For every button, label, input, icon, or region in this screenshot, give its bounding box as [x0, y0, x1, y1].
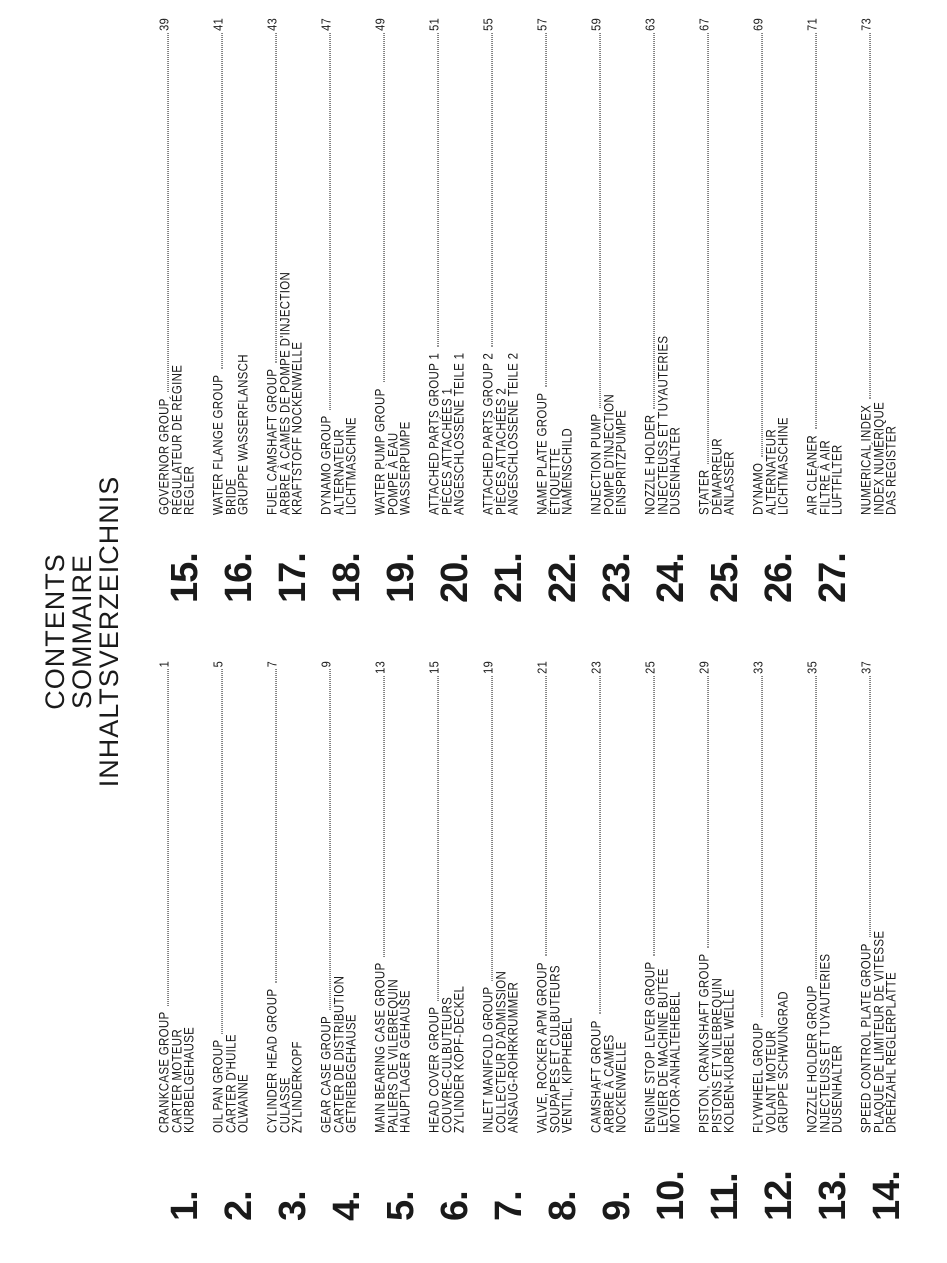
contents-entry[interactable]	[320, 661, 374, 1221]
title-de: NAMENSCHILD	[561, 427, 576, 515]
section-number: 18.	[326, 553, 368, 603]
title-de: ANGESCHLOSSENE TEILE 1	[453, 352, 468, 515]
title-text: CAMSHAFT GROUP	[590, 1020, 605, 1133]
title-text: GEAR CASE GROUP	[320, 1016, 335, 1133]
title-english: CONTENTS	[40, 553, 70, 710]
section-number: 20.	[434, 553, 476, 603]
title-text: DYNAMO GROUP	[320, 415, 335, 515]
section-number: 19.	[380, 553, 422, 603]
title-german: INHALTSVERZEICHNIS	[94, 475, 124, 788]
title-de: LICHTMASCHINE	[777, 417, 792, 515]
title-fr: CARTER DE DISTRIBUTION	[332, 975, 347, 1133]
title-text: STATER	[698, 469, 713, 515]
section-number: 5.	[380, 1191, 422, 1221]
title-text: FUEL CAMSHAFT GROUP	[266, 368, 281, 515]
title-fr: DÉMARREUR	[710, 438, 725, 515]
contents-entry[interactable]	[806, 661, 860, 1221]
title-fr: COUVRE-CULBUTEURS	[440, 996, 455, 1133]
section-titles	[806, 18, 844, 515]
title-text: PISTON, CRANKSHAFT GROUP	[698, 953, 713, 1133]
contents-entry[interactable]	[752, 661, 806, 1221]
page-number: 71	[806, 18, 821, 31]
section-number: 13.	[812, 1171, 854, 1221]
title-de: REGLER	[183, 465, 198, 515]
page-number: 33	[752, 661, 767, 674]
title-de: ZYLINDER KOPF-DECKEL	[453, 985, 468, 1133]
section-titles	[482, 661, 520, 1133]
page-number: 19	[482, 661, 497, 674]
contents-entry[interactable]	[212, 18, 266, 603]
dot-leader	[869, 676, 870, 938]
title-fr: COLLECTEUR D'ADMISSION	[494, 970, 509, 1133]
dot-leader	[329, 669, 330, 1010]
title-fr: LEVIER DE MACHINE BUTÉE	[656, 968, 671, 1133]
title-fr: INJECTEUSS ET TUYAUTERIES	[818, 953, 833, 1133]
section-titles	[590, 661, 628, 1133]
page-number: 49	[374, 18, 389, 31]
contents-entry[interactable]	[860, 18, 914, 603]
title-de: DREHZAHL REGLERPLATTE	[885, 972, 900, 1133]
section-number: 27.	[812, 553, 854, 603]
section-titles	[860, 18, 898, 515]
contents-entry[interactable]	[590, 18, 644, 603]
page-number: 23	[590, 661, 605, 674]
page-number: 13	[374, 661, 389, 674]
title-fr: ARBRE À CAMES	[602, 1034, 617, 1133]
contents-entry[interactable]	[644, 661, 698, 1221]
section-titles	[698, 18, 736, 515]
section-titles	[266, 18, 304, 515]
dot-leader	[491, 676, 492, 981]
title-fr: VOLANT MOTEUR	[764, 1030, 779, 1133]
page-number: 15	[428, 661, 443, 674]
title-fr: ÉTIQUETTE	[548, 447, 563, 515]
title-de: GETRIEBEGEHÄUSE	[345, 1014, 360, 1133]
section-number: 23.	[596, 553, 638, 603]
title-text: MAIN BEARING CASE GROUP	[374, 962, 389, 1133]
section-titles	[266, 661, 304, 1133]
contents-entry[interactable]	[212, 661, 266, 1221]
title-de: ANSAUG-ROHRKRÜMMER	[507, 981, 522, 1133]
title-text: NOZZLE HOLDER	[644, 414, 659, 515]
title-de: VENTIL, KIPPHEBEL	[561, 1017, 576, 1133]
title-fr: CARTER MOTEUR	[170, 1029, 185, 1133]
dot-leader	[275, 669, 276, 982]
title-text: SPEED CONTROL PLATE GROUP	[860, 943, 875, 1133]
section-titles	[860, 661, 898, 1133]
title-text: WATER FLANGE GROUP	[212, 374, 227, 515]
title-fr: CARTER D'HUILE	[224, 1034, 239, 1133]
contents-entry[interactable]	[698, 18, 752, 603]
title-fr: FILTRE À AIR	[818, 440, 833, 515]
title-de: LICHTMASCHINE	[345, 417, 360, 515]
section-titles	[536, 18, 574, 515]
section-number: 14.	[866, 1171, 908, 1221]
section-titles	[698, 661, 736, 1133]
dot-leader	[167, 669, 168, 1005]
title-text: AIR CLEANER	[806, 435, 821, 515]
title-de: ANGESCHLOSSENE TEILE 2	[507, 352, 522, 515]
section-titles	[536, 661, 574, 1133]
contents-entry[interactable]	[266, 661, 320, 1221]
dot-leader	[815, 33, 816, 429]
dot-leader	[707, 676, 708, 948]
title-fr: INJECTEUSS ET TUYAUTERIES	[656, 335, 671, 515]
section-titles	[752, 18, 790, 515]
section-titles	[374, 661, 412, 1133]
page-number: 47	[320, 18, 335, 31]
title-fr: PISTONS ET VILEBREQUIN	[710, 977, 725, 1133]
title-text: HEAD COVER GROUP	[428, 1006, 443, 1133]
contents-entry[interactable]	[860, 661, 914, 1221]
page-number: 39	[158, 18, 173, 31]
contents-entry[interactable]	[158, 18, 212, 603]
section-titles	[320, 661, 358, 1133]
contents-entry[interactable]	[536, 18, 590, 603]
page-number: 67	[698, 18, 713, 31]
contents-entry[interactable]	[374, 18, 428, 603]
section-number: 6.	[434, 1191, 476, 1221]
section-number: 3.	[272, 1191, 314, 1221]
dot-leader	[221, 33, 222, 369]
title-de: GRUPPE WASSERFLANSCH	[237, 354, 252, 515]
title-text: VALVE, ROCKER APM GROUP	[536, 962, 551, 1133]
title-fr: RÉGULATEUR DE RÉGINE	[170, 364, 185, 515]
section-number: 12.	[758, 1171, 800, 1221]
page-number: 25	[644, 661, 659, 674]
title-de: GRUPPE SCHWUNGRAD	[777, 991, 792, 1133]
title-text: INJECTION PUMP	[590, 413, 605, 515]
dot-leader	[599, 676, 600, 1015]
contents-entry[interactable]	[482, 18, 536, 603]
title-text: CRANKCASE GROUP	[158, 1011, 173, 1133]
title-de: MOTOR-ANHALTEHEBEL	[669, 991, 684, 1133]
title-de: ÖLWANNE	[237, 1074, 252, 1133]
title-text: GOVERNOR GROUP	[158, 398, 173, 515]
contents-entry[interactable]	[320, 18, 374, 603]
dot-leader	[761, 676, 762, 1017]
title-fr: ALTERNATEUR	[332, 429, 347, 515]
contents-entry[interactable]	[590, 661, 644, 1221]
section-number: 4.	[326, 1191, 368, 1221]
dot-leader	[491, 33, 492, 347]
contents-entry[interactable]	[428, 18, 482, 603]
title-de: LUFTFILTER	[831, 444, 846, 515]
dot-leader	[383, 33, 384, 383]
title-de: WASSERPUMPE	[399, 421, 414, 515]
page-number: 73	[860, 18, 875, 31]
section-number: 8.	[542, 1191, 584, 1221]
section-titles	[428, 18, 466, 515]
page-number: 29	[698, 661, 713, 674]
title-text: ATTACHED PARTS GROUP 1	[428, 352, 443, 515]
contents-entry[interactable]	[428, 661, 482, 1221]
section-titles	[212, 661, 250, 1133]
title-text: OIL PAN GROUP	[212, 1039, 227, 1133]
section-titles	[590, 18, 628, 515]
title-block	[42, 0, 123, 1263]
contents-entry[interactable]	[374, 661, 428, 1221]
title-fr: PIÈCES ATTACHÉES 1	[440, 387, 455, 515]
title-fr: PALIERS DE VILEBREQUIN	[386, 978, 401, 1133]
page-number: 7	[266, 661, 281, 668]
title-fr: POMPE D'INJECTION	[602, 393, 617, 515]
page-number: 37	[860, 661, 875, 674]
dot-leader	[545, 676, 546, 956]
section-titles	[212, 18, 250, 515]
page-number: 9	[320, 661, 335, 668]
title-de: HAUPTLAGER GEHÄUSE	[399, 990, 414, 1133]
section-titles	[806, 661, 844, 1133]
section-titles	[644, 18, 682, 515]
section-titles	[428, 661, 466, 1133]
section-number: 11.	[704, 1173, 746, 1221]
title-de: KOLBEN-KURBEL WELLE	[723, 989, 738, 1133]
dot-leader	[437, 676, 438, 1001]
contents-entry[interactable]	[806, 18, 860, 603]
title-text: NOZZLE HOLDER GROUP	[806, 985, 821, 1133]
section-number: 21.	[488, 553, 530, 603]
section-number: 7.	[488, 1191, 530, 1221]
page-number: 63	[644, 18, 659, 31]
dot-leader	[545, 33, 546, 387]
dot-leader	[653, 33, 654, 409]
title-fr: ALTERNATEUR	[764, 429, 779, 515]
title-de: DAS REGISTER	[885, 425, 900, 515]
page-number: 69	[752, 18, 767, 31]
contents-entry[interactable]	[644, 18, 698, 603]
title-fr: PIÈCES ATTACHÉES 2	[494, 387, 509, 515]
dot-leader	[221, 669, 222, 1033]
page-number: 41	[212, 18, 227, 31]
section-number: 17.	[272, 553, 314, 603]
title-text: CYLINDER HEAD GROUP	[266, 988, 281, 1133]
section-titles	[374, 18, 412, 515]
title-fr: BRIDE	[224, 478, 239, 515]
dot-leader	[653, 676, 654, 956]
title-french: SOMMAIRE	[67, 554, 97, 710]
dot-leader	[761, 33, 762, 457]
section-number: 16.	[218, 553, 260, 603]
title-de: ANLASSER	[723, 451, 738, 515]
title-text: WATER PUMP GROUP	[374, 388, 389, 515]
title-de: NOCKENWELLE	[615, 1041, 630, 1133]
section-number: 25.	[704, 553, 746, 603]
dot-leader	[707, 33, 708, 464]
dot-leader	[275, 33, 276, 363]
section-titles	[158, 18, 196, 515]
title-de: KURBELGEHÄUSE	[183, 1026, 198, 1133]
dot-leader	[599, 33, 600, 408]
section-number: 2.	[218, 1191, 260, 1221]
dot-leader	[329, 33, 330, 410]
section-titles	[752, 661, 790, 1133]
dot-leader	[167, 33, 168, 393]
title-fr: ARBRE À CAMES DE POMPE D'INJECTION	[278, 271, 293, 515]
title-de: DÜSENHALTER	[669, 426, 684, 515]
section-number: 9.	[596, 1191, 638, 1221]
page-number: 55	[482, 18, 497, 31]
page-number: 1	[158, 661, 173, 668]
title-text: DYNAMO	[752, 462, 767, 515]
contents-entry[interactable]	[752, 18, 806, 603]
dot-leader	[815, 676, 816, 980]
dot-leader	[437, 33, 438, 347]
section-titles	[320, 18, 358, 515]
title-fr: CULASSE	[278, 1077, 293, 1133]
contents-entry[interactable]	[536, 661, 590, 1221]
section-number: 15.	[164, 553, 206, 603]
contents-entry[interactable]	[158, 661, 212, 1221]
page-number: 35	[806, 661, 821, 674]
contents-entry[interactable]	[266, 18, 320, 603]
title-text: ATTACHED PARTS GROUP 2	[482, 352, 497, 515]
title-fr: PLAQUE DE LIMITEUR DE VITESSE	[872, 930, 887, 1133]
page-number: 51	[428, 18, 443, 31]
title-de: ZYLINDERKOPF	[291, 1041, 306, 1133]
title-text: NUMERICAL INDEX	[860, 404, 875, 515]
contents-entry[interactable]	[482, 661, 536, 1221]
section-number: 1.	[164, 1191, 206, 1221]
title-fr: POMPE À EAU	[386, 432, 401, 515]
title-de: KRAFTSTOFF NOCKENWELLE	[291, 341, 306, 515]
page-number: 57	[536, 18, 551, 31]
page-number: 59	[590, 18, 605, 31]
section-number: 26.	[758, 553, 800, 603]
section-titles	[644, 661, 682, 1133]
page-number: 21	[536, 661, 551, 674]
contents-entry[interactable]	[698, 661, 752, 1221]
section-number: 24.	[650, 553, 692, 603]
title-text: NAME PLATE GROUP	[536, 392, 551, 515]
page-number: 5	[212, 661, 227, 668]
title-text: FLYWHEEL GROUP	[752, 1022, 767, 1133]
title-fr: INDEX NUMÉRIQUE	[872, 401, 887, 515]
title-de: EINSPRITZPUMPE	[615, 409, 630, 515]
title-fr: SOUPAPES ET CULBUTEURS	[548, 965, 563, 1133]
section-number: 22.	[542, 553, 584, 603]
page-number: 43	[266, 18, 281, 31]
section-titles	[482, 18, 520, 515]
section-number: 10.	[650, 1171, 692, 1221]
dot-leader	[869, 33, 870, 399]
title-text: ENGINE STOP LEVER GROUP	[644, 961, 659, 1133]
title-text: INLET MANIFOLD GROUP	[482, 986, 497, 1133]
title-de: DÜSENHALTER	[831, 1044, 846, 1133]
section-titles	[158, 661, 196, 1133]
dot-leader	[383, 676, 384, 957]
